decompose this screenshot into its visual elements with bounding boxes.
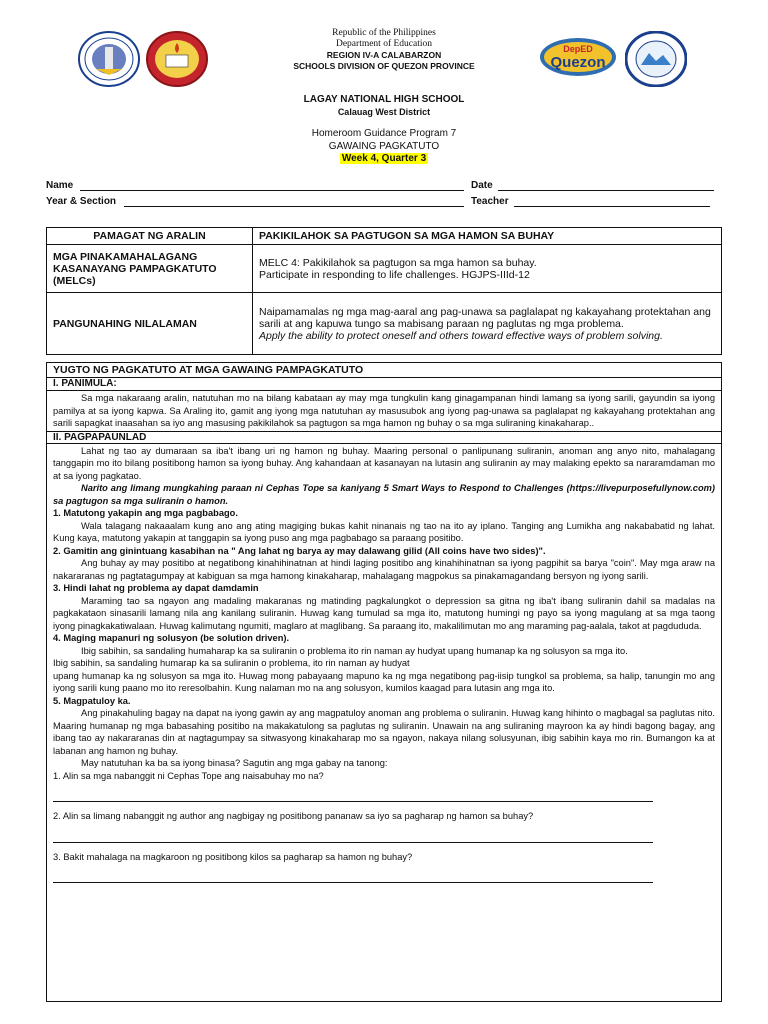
panimula-text: Sa mga nakaraang aralin, natutuhan mo na bilang kabataan ay may mga tungkulin kang ginagampanan hindi lamang sa iyong sarili, gayundin sa iyong pamilya at sa iyong kapwa. Sa Araling ito, gamit ang iyong mga natutuhan ay masusubok ang iyong pag-unawa sa paglalapat ng kakayahang protektahan ang sarili sapagkat inaasahan sa iyo ang masusing pakikilahok sa pagtugon sa mga hamon ng buhay o sa mga suliraning kinakaharap..: [53, 393, 715, 428]
pagpapaunlad-heading: II. PAGPAPAUNLAD: [47, 431, 721, 444]
step-5-text: Ang pinakahuling bagay na dapat na iyong gawin ay ang magpatuloy anoman ang problema o suliranin. Huwag kang hihinto o magbagal sa paglutas nito. Maaring humanap ng mga babasahing positibo na makakatulong sa paglutas ng suliranin. Unawain na ang suliraning mayroon ka ay hindi bagong bagay, ang ibang tao ay nakararanas din at nagtagumpay sa sitwasyong kinakaharap mo sa ngayon, nakaya nilang solusyunan, ibig sabihin kaya mo rin. Bumangon ka at labanan ang hamon ng buhay.: [53, 708, 715, 756]
republic-text: Republic of the Philippines: [332, 28, 436, 38]
year-section-label: Year & Section: [46, 196, 117, 207]
question-3: 3. Bakit mahalaga na magkaroon ng positibong kilos sa pagharap sa hamon ng buhay?: [53, 851, 413, 862]
date-label: Date: [471, 180, 493, 191]
melc-label: MGA PINAKAMAHALAGANG KASANAYANG PAMPAGKATUTO (MELCs): [47, 245, 253, 293]
step-3-heading: 3. Hindi lahat ng problema ay dapat damdamin: [53, 583, 259, 593]
logo-small-text: DepED: [563, 44, 593, 54]
step-1-heading: 1. Matutong yakapin ang mga pagbabago.: [53, 508, 238, 518]
answer-line-2[interactable]: [53, 831, 653, 843]
student-fields: [46, 180, 726, 212]
program-title: Homeroom Guidance Program 7: [311, 128, 457, 139]
lesson-info-table: [46, 227, 722, 355]
step-5-heading: 5. Magpatuloy ka.: [53, 695, 131, 706]
questions-prompt: May natutuhan ka ba sa iyong binasa? Sagutin ang mga gabay na tanong:: [81, 758, 388, 768]
school-name: LAGAY NATIONAL HIGH SCHOOL: [303, 94, 465, 105]
melc-line-1: MELC 4: Pakikilahok sa pagtugon sa mga hamon sa buhay.: [259, 256, 537, 269]
logo-quezon-text: Quezon: [550, 54, 606, 71]
teacher-label: Teacher: [471, 196, 509, 207]
step-4-heading: 4. Maging mapanuri ng solusyon (be solution driven).: [53, 633, 290, 643]
deped-header: [0, 28, 768, 72]
question-2: 2. Alin sa limang nabanggit ng author ang nagbigay ng positibong pananaw sa iyo sa pagharap ng hamon sa buhay?: [53, 811, 534, 821]
step-4-text-c: upang humanap ka ng solusyon sa mga ito. Huwag mong pabayaang mapuno ka ng mga negatibong pag-iisip tungkol sa problema, sa halip, tanungin mo ang iyong sarili kung paano mo ito reresolbahin. Kung nalaman mo na ang solusyon, kumilos kaagad para lutasin ang mga ito.: [53, 670, 715, 693]
answer-line-1[interactable]: [53, 790, 653, 802]
step-4-text-a: Ibig sabihin, sa sandaling humaharap ka sa suliranin o problema ito rin naman ay hudyat upang humanap ka ng solusyon sa mga ito.: [81, 645, 628, 656]
week-quarter: Week 4, Quarter 3: [341, 153, 427, 164]
learning-activities-box: [46, 362, 722, 1002]
pagpapaunlad-text: Lahat ng tao ay dumaraan sa iba't ibang uri ng hamon ng buhay. Maaring personal o panlipunang suliranin, anoman ang anyo nito, mahalagang tanggapin mo ito bilang positibong hamon sa iyong buhay. Ang kahandaan at kasanayan na lutasin ang suliranin ay may malaking epekto sa nararamdaman mo at sa iyong pagkatao.: [53, 445, 715, 481]
melc-value: [253, 245, 722, 293]
name-label: Name: [46, 180, 74, 191]
year-section-field[interactable]: [124, 196, 464, 207]
activity-title: GAWAING PAGKATUTO: [328, 140, 440, 152]
nilalaman-line-2: Apply the ability to protect oneself and others toward effective ways of problem solving.: [259, 329, 663, 342]
panimula-heading: I. PANIMULA:: [47, 378, 721, 391]
date-field[interactable]: [498, 180, 714, 191]
nilalaman-line-1: Naipamamalas ng mga mag-aaral ang pag-unawa sa paglalapat ng kakayahang protektahan ang sarili at ang kapuwa tungo sa mabisang paraan ng paglutas ng mga problema.: [259, 305, 711, 330]
panimula-body: [47, 391, 721, 431]
nilalaman-label: PANGUNAHING NILALAMAN: [47, 293, 253, 355]
school-block: [0, 94, 768, 118]
step-3-text: Maraming tao sa ngayon ang madaling makaranas ng matinding pagkalungkot o depression sa gitna ng iba't ibang suliranin dahil sa madalas na pagkakataon sinasarili lamang nila ang kanilang suliranin. Huwag kang tumulad sa mga ito, matutong humingi ng payo sa iyong magulang at sa mga taong iyong pinagkakatiwalaan. Huwag kalimutang ngumiti, maglaro at maglibang. Sa paraang ito, makalilimutan mo ang maraming pag-aalala, takot at pagdududa.: [53, 595, 715, 631]
step-1-text: Wala talagang nakaaalam kung ano ang ating magiging bukas kahit ninanais ng tao na ito ay iplano. Tanging ang Lumikha ang nakababatid ng lahat. Kung kaya, matutong yakapin at tanggapin sa iyong puso ang mga pagbabago sa paraang positibo.: [53, 520, 715, 543]
step-2-text: Ang buhay ay may positibo at negatibong kinahihinatnan at hindi laging positibo ang kinahihinatnan sa iyong pagpihit sa barya "coin". May mga araw na nakararanas ng pagtatagumpay at kabiguan sa mga hamong kinakaharap, mahalagang magpokus sa pinakamagandang bersyon ng iyong sarili.: [53, 558, 715, 581]
division-text: SCHOOLS DIVISION OF QUEZON PROVINCE: [293, 61, 475, 71]
pagpapaunlad-body: [47, 444, 721, 893]
melc-line-2: Participate in responding to life challenges. HGJPS-IIId-12: [259, 268, 530, 281]
answer-line-3[interactable]: [53, 871, 653, 883]
department-text: Department of Education: [335, 39, 433, 49]
step-2-heading: 2. Gamitin ang ginintuang kasabihan na " Ang lahat ng barya ay may dalawang gilid (All coins have two sides)".: [53, 545, 546, 556]
name-field[interactable]: [80, 180, 464, 191]
cephas-intro: Narito ang limang mungkahing paraan ni Cephas Tope sa kaniyang 5 Smart Ways to Respond to Challenges (https://livepurposefullynow.com) sa pagtugon sa mga suliranin o hamon.: [53, 483, 715, 506]
nilalaman-value: [253, 293, 722, 355]
district-name: Calauag West District: [337, 107, 431, 117]
pamagat-value: PAKIKILAHOK SA PAGTUGON SA MGA HAMON SA BUHAY: [253, 228, 722, 245]
pamagat-label: PAMAGAT NG ARALIN: [47, 228, 253, 245]
step-4-text-b: Ibig sabihin, sa sandaling humarap ka sa suliranin o problema, ito rin naman ay hudyat: [53, 658, 410, 668]
teacher-field[interactable]: [514, 196, 710, 207]
question-1: 1. Alin sa mga nabanggit ni Cephas Tope ang naisabuhay mo na?: [53, 770, 324, 781]
program-block: [0, 128, 768, 166]
region-text: REGION IV-A CALABARZON: [326, 50, 442, 60]
main-title: YUGTO NG PAGKATUTO AT MGA GAWAING PAMPAGKATUTO: [47, 363, 721, 378]
